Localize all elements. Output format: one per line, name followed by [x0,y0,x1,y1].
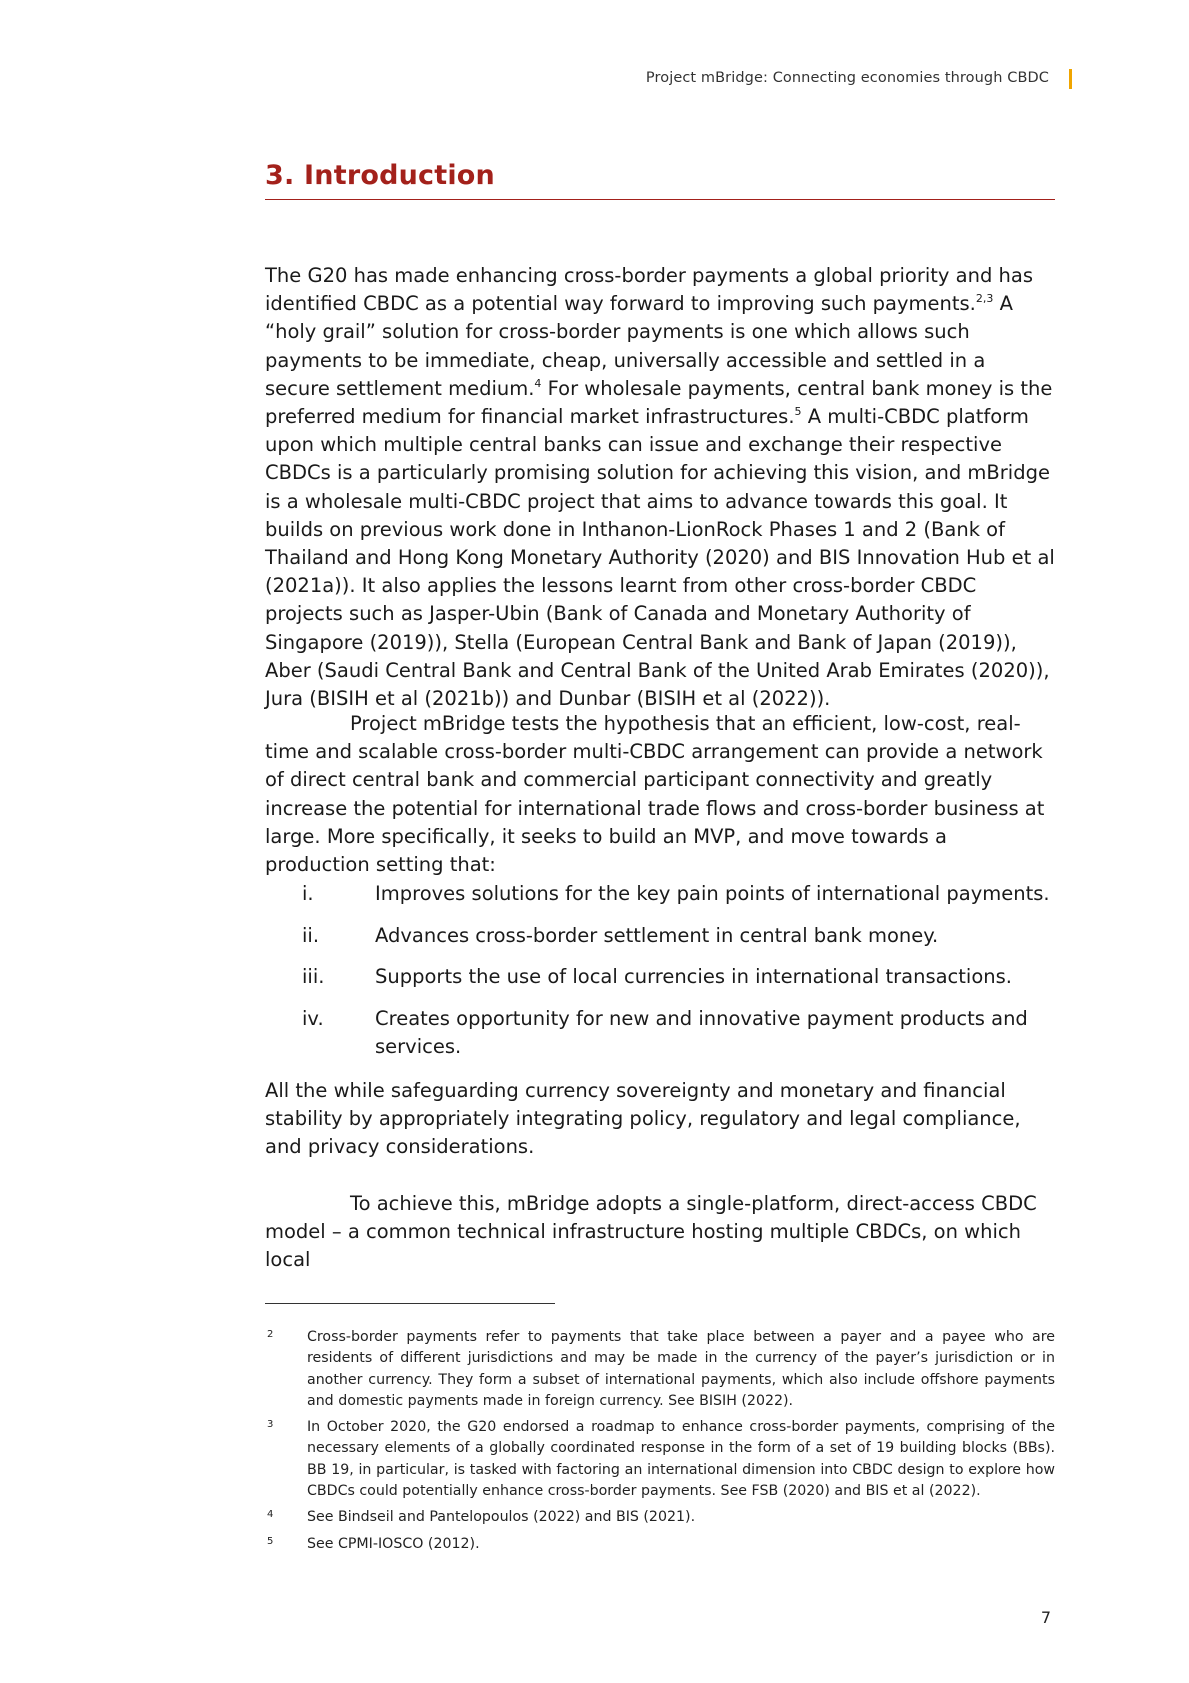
running-header: Project mBridge: Connecting economies through CBDC [645,70,1049,86]
paragraph-text: For wholesale payments, central bank money is the preferred medium for financial market infrastructures. [265,376,1053,429]
footnote-text: In October 2020, the G20 endorsed a roadmap to enhance cross-border payments, comprising of the necessary elements of a globally coordinated response in the form of a set of 19 building blocks (BBs). BB 19, in particular, is tasked with factoring an international dimension into CBDC design to explore how CBDCs could potentially enhance cross-border payments. See FSB (2020) and BIS et al (2022). [307,1419,1055,1500]
list-marker: i. [302,882,314,905]
header-accent-bar [1069,69,1072,89]
footnote-ref[interactable]: 4 [534,376,542,390]
paragraph-approach: To achieve this, mBridge adopts a single-platform, direct-access CBDC model – a common technical infrastructure hosting multiple CBDCs, on which local [265,1192,1037,1272]
objectives-list [265,880,1055,1075]
footnote-separator [265,1303,555,1304]
footnote-ref[interactable]: 2,3 [975,292,994,306]
footnote [265,1417,1055,1502]
list-item [265,963,1055,991]
footnote [265,1507,1055,1528]
footnote [265,1534,1055,1555]
footnote-number: 2 [267,1329,274,1340]
list-marker: iv. [302,1007,324,1031]
page-number: 7 [1040,1608,1051,1627]
list-item [265,922,1055,950]
footnote-text: See Bindseil and Pantelopoulos (2022) and BIS (2021). [307,1509,696,1526]
paragraph-text: The G20 has made enhancing cross-border payments a global priority and has identified CBDC as a potential way forward to improving such payments. [265,264,1033,316]
footnote-ref[interactable]: 5 [794,405,802,419]
footnote [265,1327,1055,1412]
paragraph-text: A “holy grail” solution for cross-border payments is one which allows such payments to be immediate, cheap, universally accessible and settled in a secure settlement medium. [265,292,1013,400]
list-marker: ii. [302,923,320,947]
list-item-text: Creates opportunity for new and innovative payment products and services. [375,1007,1028,1059]
footnote-text: Cross-border payments refer to payments that take place between a payer and a payee who are residents of different jurisdictions and may be made in the currency of the payer’s jurisdiction or in another currency. They form a subset of international payments, which also include offshore payments and domestic payments made in foreign currency. See BISIH (2022). [307,1329,1055,1409]
list-item-text: Improves solutions for the key pain points of international payments. [375,882,1050,905]
footnote-number: 5 [267,1535,274,1547]
list-item-text: Supports the use of local currencies in international transactions. [375,965,1012,989]
footnote-number: 3 [267,1419,274,1431]
paragraph-hypothesis: Project mBridge tests the hypothesis that an efficient, low-cost, real-time and scalable cross-border multi-CBDC arrangement can provide a network of direct central bank and commercial participant connectivity and greatly increase the potential for international trade flows and cross-border business at large. More specifically, it seeks to build an MVP, and move towards a production setting that: [265,712,1045,877]
paragraph-text: A multi-CBDC platform upon which multiple central banks can issue and exchange their respective CBDCs is a particularly promising solution for achieving this vision, and mBridge is a wholesale multi-CBDC project that aims to advance towards this goal. It builds on previous work done in Inthanon-LionRock Phases 1 and 2 (Bank of Thailand and Hong Kong Monetary Authority (2020) and BIS Innovation Hub et al (2021a)). It also applies the lessons learnt from other cross-border CBDC projects such as Jasper-Ubin (Bank of Canada and Monetary Authority of Singapore (2019)), Stella (European Central Bank and Bank of Japan (2019)), Aber (Saudi Central Bank and Central Bank of the United Arab Emirates (2020)), Jura (BISIH et al (2021b)) and Dunbar (BISIH et al (2022)). [265,405,1055,711]
title-underline [265,199,1055,200]
list-marker: iii. [302,965,325,989]
section-title: 3. Introduction [265,160,495,191]
footnote-number: 4 [267,1509,274,1521]
footnotes [265,1327,1055,1560]
list-item [265,880,1055,908]
paragraph-intro [265,262,1055,713]
footnote-text: See CPMI-IOSCO (2012). [307,1535,480,1552]
list-item [265,1005,1055,1061]
paragraph-safeguards: All the while safeguarding currency sovereignty and monetary and financial stability by appropriately integrating policy, regulatory and legal compliance, and privacy considerations. [265,1079,1021,1159]
list-item-text: Advances cross-border settlement in central bank money. [375,923,939,947]
